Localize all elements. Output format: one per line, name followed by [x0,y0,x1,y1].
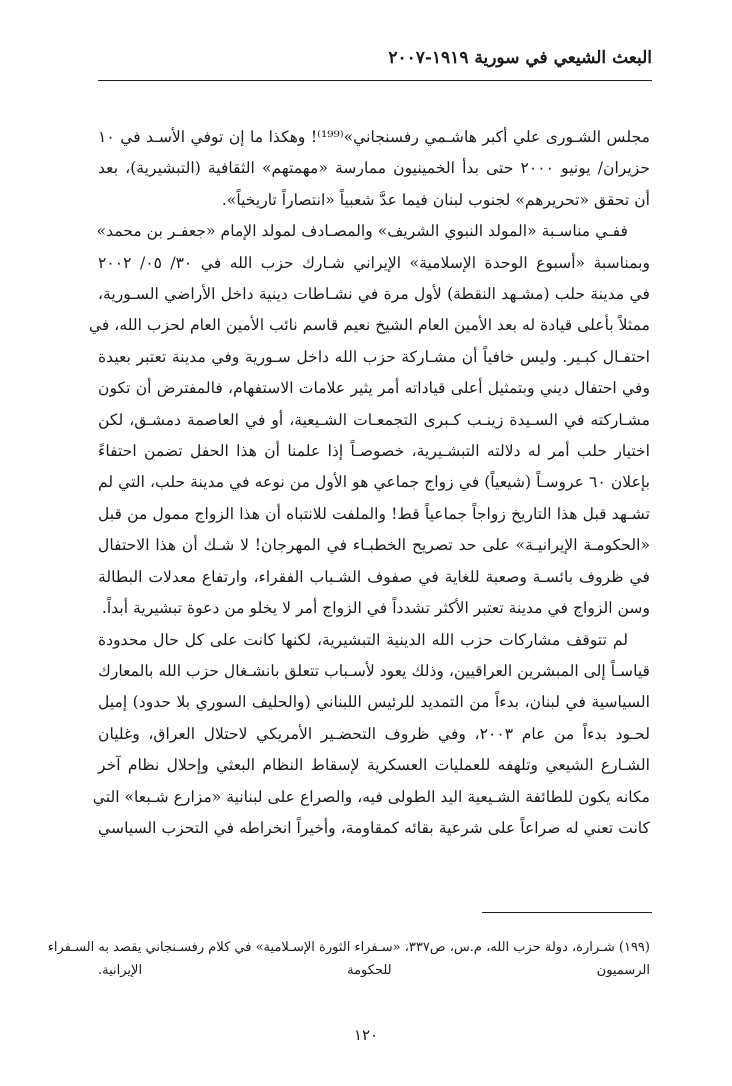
paragraph-1 [98,122,650,216]
footnote-line: الرسميون للحكومة الإيرانية. [98,963,650,978]
text-line: ممثلاً بأعلى قيادة له بعد الأمين العام الشيخ نعيم قاسم نائب الأمين العام لحزب الله، في [88,316,650,335]
footnote [47,936,650,982]
paragraph-2 [88,216,650,624]
text-line: بإعلان ٦٠ عروسـاً (شيعياً) في زواج جماعي هو الأول من نوعه في مدينة حلب، التي لم [98,473,650,492]
text-line: قياسـاً إلى المبشرين العراقيين، وذلك يعود لأسـباب تتعلق بانشـغال حزب الله بالمعارك [98,661,650,680]
header-divider [98,80,652,81]
footnote-line: (١٩٩) شـرارة، دولة حزب الله، م.س، ص٣٣٧، «سـفراء الثورة الإسـلامية» في كلام رفسـنجاني يقصد به السـفراء [47,940,650,955]
text-line: «الحكومـة الإيرانيـة» على حد تصريح الخطبـاء في المهرجان! لا شـك أن هذا الاحتفال [98,536,650,555]
text-line: أن تحقق «تحريرهم» لجنوب لبنان فيما عدَّ شعبياً «انتصاراً تاريخياً». [221,190,650,209]
text-line: تشـهد قبل هذا التاريخ زواجاً جماعياً قط! والملفت للانتباه أن هذا الزواج ممول من قبل [98,504,650,523]
running-head-title: البعث الشيعي في سورية ١٩١٩-٢٠٠٧ [388,48,652,68]
text-line: الشـارع الشيعي وتلهفه للعمليات العسكرية لإسقاط النظام البعثي وإحلال نظام آخر [98,756,650,775]
text-line: وفي احتفال ديني وبتمثيل أعلى قياداته أمر يثير علامات الاستفهام، فالمفترض أن تكون [98,379,650,398]
text-line: السياسية في لبنان، بدءاً من التمديد للرئيس اللبناني (والحليف السوري بلا حدود) إميل [98,693,650,712]
text-line: كانت تعني له صراعاً على شرعية بقائه كمقاومة، وأخيراً انخراطه في التحزب السياسي [98,818,650,837]
paragraph-3 [92,625,650,845]
text-line: في مدينة حلب (مشـهد النقطة) لأول مرة في نشـاطات دينية داخل الأراضي السـورية، [98,285,650,304]
text-line: لم تتوقف مشاركات حزب الله الدينية التبشيرية، لكنها كانت على كل حال محدودة [98,630,628,649]
text-line: اختيار حلب أمر له دلالته التبشـيرية، خصوصـاً إذا علمنا أن هذا الحفل تضمن احتفاءً [98,442,650,461]
body-text [88,122,650,844]
text-line: مجلس الشـورى علي أكبر هاشـمي رفسنجاني»⁽¹⁹⁹⁾! وهكذا ما إن توفي الأسـد في ١٠ [98,128,650,146]
text-line: ففـي مناسـبة «المولد النبوي الشريف» والمصـادف لمولد الإمام «جعفـر بن محمد» [96,222,628,241]
text-line: وبمناسبة «أسبوع الوحدة الإسلامية» الإيراني شـارك حزب الله في ٣٠/ ٠٥/ ٢٠٠٢ [98,253,650,272]
text-line: وسن الزواج في مدينة تعتبر الأكثر تشدداً في الزواج أمر لا يخلو من دعوة تبشيرية أبداً. [101,599,650,618]
text-line: في ظروف بائسـة وصعبة للغاية في صفوف الشـباب الفقراء، وارتفاع معدلات البطالة [98,567,650,586]
text-line: مشـاركته في السـيدة زينـب كـبرى التجمعـات الشـيعية، أو في العاصمة دمشـق، لكن [98,410,650,429]
text-line: مكانه يكون للطائفة الشـيعية اليد الطولى فيه، والصراع على لبنانية «مزارع شـبعا» التي [92,787,650,806]
text-line: حزيران/ يونيو ٢٠٠٠ حتى بدأ الخمينيون ممارسة «مهمتهم» الثقافية (التبشيرية)، بعد [98,159,650,178]
page-number: ١٢٠ [353,1026,379,1044]
text-line: احتفـال كبـير. وليس خافياً أن مشـاركة حزب الله داخل سـورية وفي مدينة تعتبر بعيدة [98,347,650,366]
text-line: لحـود بدءاً من عام ٢٠٠٣، وفي ظروف التحضـير الأمريكي لاحتلال العراق، وغليان [98,724,650,743]
footnote-divider [482,912,652,913]
